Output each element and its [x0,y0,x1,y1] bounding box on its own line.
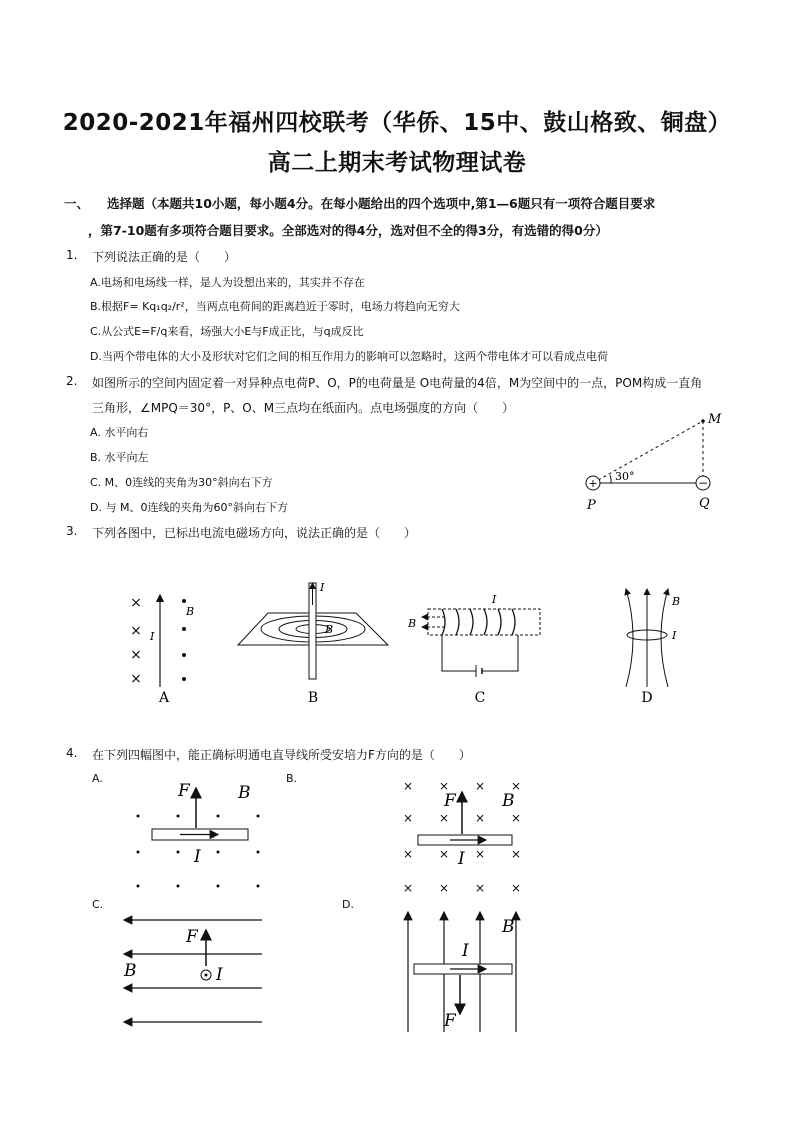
svg-text:×: × [438,811,450,825]
svg-text:×: × [402,881,414,895]
label-m: M [708,412,722,427]
angle-arc [610,475,611,483]
section-instructions-line1: 选择题（本题共10小题，每小题4分。在每小题给出的四个选项中,第1—6题只有一项符合题目要求 [107,196,656,211]
svg-text:×: × [438,779,450,793]
svg-text:×: × [474,847,486,861]
paper-title-line2: 高二上期末考试物理试卷 [267,150,527,176]
q3-figures [120,575,700,715]
q4-figure-a [137,781,260,888]
q2-stem-line2: 三角形，∠MPQ＝30°，P、O、M三点均在纸面内。点电场强度的方向（ ） [92,401,515,415]
q2-option-c: C. M、0连线的夹角为30°斜向右下方 [90,476,273,489]
q3-figure-a [130,595,194,706]
q3-figure-b [238,581,388,706]
q4-figures [110,770,550,1040]
svg-text:×: × [402,847,414,861]
cross-mark: × [130,595,142,611]
svg-text:×: × [510,779,522,793]
paper-title-line1: 2020-2021年福州四校联考（华侨、15中、鼓山格致、铜盘） [62,110,732,136]
svg-text:×: × [402,779,414,793]
current-label: I [320,581,325,594]
q3-number: 3. [66,524,78,538]
current-label: I [458,849,465,869]
q3-stem: 下列各图中，已标出电流电磁场方向，说法正确的是（ ） [92,526,417,540]
q4-option-label-b: B. [286,772,298,785]
svg-text:×: × [438,881,450,895]
q4-option-label-a: A. [92,772,103,785]
current-label: I [492,593,497,606]
field-label: B [325,623,334,636]
svg-text:×: × [438,847,450,861]
q2-option-d: D. 与 M、0连线的夹角为60°斜向右下方 [90,501,288,514]
charge-p-sign: + [588,477,598,490]
q2-option-b: B. 水平向左 [90,451,149,464]
svg-text:×: × [510,847,522,861]
q3-figure-d [626,589,680,706]
force-label: F [178,781,190,801]
q2-stem-line1: 如图所示的空间内固定着一对异种点电荷P、O，P的电荷量是 O电荷量的4倍，M为空间中的一点，POM构成一直角 [92,376,703,390]
force-label: F [186,927,198,947]
angle-label: 30° [615,470,635,483]
svg-text:×: × [510,811,522,825]
figure-label-c: C [474,690,486,706]
q2-number: 2. [66,374,78,388]
field-label: B [408,617,417,630]
section-instructions-line2: ，第7-10题有多项符合题目要求。全部选对的得4分，选对但不全的得3分，有选错的得0分） [88,223,608,238]
force-label: F [444,791,456,811]
section-number: 一、 [64,196,90,211]
q1-stem: 下列说法正确的是（ ） [92,250,237,264]
cross-mark: × [130,671,142,687]
q1-option-d: D.当两个带电体的大小及形状对它们之间的相互作用力的影响可以忽略时，这两个带电体才可以看成点电荷 [90,350,608,363]
q2-option-a: A. 水平向右 [90,426,149,439]
label-q: Q [699,496,710,511]
q1-option-b: B.根据F= Kq₁q₂/r²，当两点电荷间的距离趋近于零时，电场力将趋向无穷大 [90,300,460,313]
cross-mark: × [130,623,142,639]
field-label: B [502,917,515,937]
field-label: B [124,961,137,981]
q1-option-c: C.从公式E=F/q来看，场强大小E与F成正比，与q成反比 [90,325,364,338]
q4-figure-d [408,912,516,1032]
q4-option-label-d: D. [342,898,354,911]
figure-label-b: B [307,690,319,706]
figure-label-d: D [641,690,653,706]
svg-text:×: × [474,881,486,895]
current-label: I [216,965,223,985]
q3-figure-c [407,593,540,706]
charge-q-sign: − [697,476,709,490]
point-m [701,419,705,423]
q4-figure-c [123,920,262,1022]
field-label: B [186,605,195,618]
figure-label-a: A [158,690,170,706]
q4-stem: 在下列四幅图中，能正确标明通电直导线所受安培力F方向的是（ ） [92,748,471,762]
svg-text:×: × [402,811,414,825]
current-label: I [150,630,155,643]
current-label: I [194,847,201,867]
field-label: B [238,783,251,803]
current-label: I [672,629,677,642]
svg-text:×: × [474,779,486,793]
q4-figure-b [403,779,521,895]
solenoid-coil [442,609,515,635]
q1-number: 1. [66,248,78,262]
force-label: F [444,1011,456,1031]
svg-text:×: × [474,811,486,825]
field-label: B [502,791,515,811]
q2-figure [575,405,735,515]
field-label: B [672,595,681,608]
current-label: I [462,941,469,961]
q4-option-label-c: C. [92,898,104,911]
q1-option-a: A.电场和电场线一样，是人为设想出来的，其实并不存在 [90,276,365,289]
cross-mark: × [130,647,142,663]
svg-text:×: × [510,881,522,895]
q4-number: 4. [66,746,78,760]
label-p: P [587,498,596,513]
pm-line [593,421,703,483]
